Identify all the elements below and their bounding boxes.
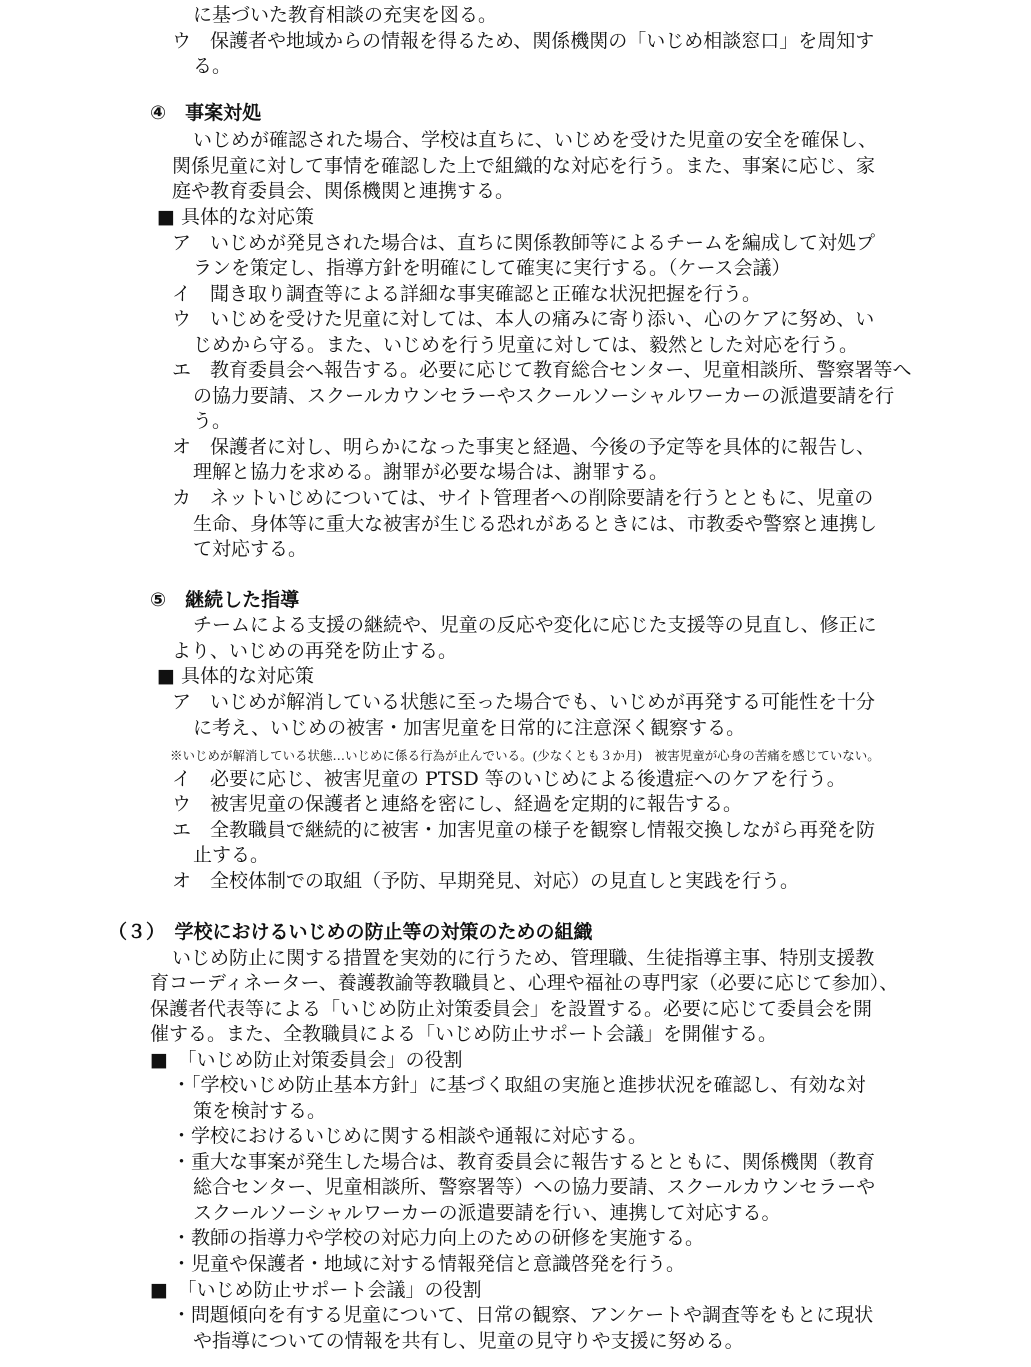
bullet-item: ・重大な事案が発生した場合は、教育委員会に報告するとともに、関係機関（教育 (172, 1151, 876, 1173)
paragraph-line: 催する。また、全教職員による「いじめ防止サポート会議」を開催する。 (150, 1023, 778, 1045)
list-item-k: カ ネットいじめについては、サイト管理者への削除要請を行うとともに、児童の (172, 487, 874, 509)
subheading-committee-role: ■ 「いじめ防止対策委員会」の役割 (150, 1049, 463, 1071)
bullet-item-cont: 策を検討する。 (193, 1100, 327, 1122)
section-3-heading: （３） 学校におけるいじめの防止等の対策のための組織 (108, 921, 593, 943)
subheading-measures: ■ 具体的な対応策 (157, 665, 314, 687)
list-item-e: エ 全教職員で継続的に被害・加害児童の様子を観察し情報交換しながら再発を防 (172, 819, 876, 841)
list-item-u-cont: じめから守る。また、いじめを行う児童に対しては、毅然とした対応を行う。 (193, 334, 859, 356)
list-item-a: ア いじめが発見された場合は、直ちに関係教師等によるチームを編成して対処プ (172, 232, 876, 254)
paragraph-line: いじめが確認された場合、学校は直ちに、いじめを受けた児童の安全を確保し、 (193, 129, 878, 151)
list-item-e-cont: う。 (193, 410, 232, 432)
list-item-k-cont: て対応する。 (193, 538, 308, 560)
list-item-o: オ 保護者に対し、明らかになった事実と経過、今後の予定等を具体的に報告し、 (172, 436, 876, 458)
list-item-a-cont: に考え、いじめの被害・加害児童を日常的に注意深く観察する。 (193, 717, 746, 739)
list-item-k-cont: 生命、身体等に重大な被害が生じる恐れがあるときには、市教委や警察と連携し (193, 513, 878, 535)
list-item-o: オ 全校体制での取組（予防、早期発見、対応）の見直しと実践を行う。 (172, 870, 800, 892)
list-item-i: イ 必要に応じ、被害児童の PTSD 等のいじめによる後遺症へのケアを行う。 (172, 768, 846, 790)
list-item-e-cont: の協力要請、スクールカウンセラーやスクールソーシャルワーカーの派遣要請を行 (193, 385, 895, 407)
paragraph-line: 育コーディネーター、養護教諭等教職員と、心理や福祉の専門家（必要に応じて参加）、 (150, 972, 899, 994)
bullet-item: ・教師の指導力や学校の対応力向上のための研修を実施する。 (172, 1227, 705, 1249)
list-item-u: ウ いじめを受けた児童に対しては、本人の痛みに寄り添い、心のケアに努め、い (172, 308, 875, 330)
bullet-item: ・学校におけるいじめに関する相談や通報に対応する。 (172, 1125, 648, 1147)
paragraph-line: チームによる支援の継続や、児童の反応や変化に応じた支援等の見直し、修正に (193, 614, 877, 636)
list-item-u: ウ 保護者や地域からの情報を得るため、関係機関の「いじめ相談窓口」を周知す (172, 30, 875, 52)
list-item-u-cont: る。 (193, 55, 232, 77)
bullet-item: ・児童や保護者・地域に対する情報発信と意識啓発を行う。 (172, 1253, 686, 1275)
bullet-item-cont: や指導についての情報を共有し、児童の見守りや支援に努める。 (193, 1330, 744, 1352)
bullet-item: ・「学校いじめ防止基本方針」に基づく取組の実施と進捗状況を確認し、有効な対 (172, 1074, 866, 1096)
bullet-item-cont: スクールソーシャルワーカーの派遣要請を行い、連携して対応する。 (193, 1202, 781, 1224)
section-4-heading: ④ 事案対処 (150, 102, 262, 124)
paragraph-line: 庭や教育委員会、関係機関と連携する。 (172, 180, 515, 202)
subheading-support-meeting-role: ■ 「いじめ防止サポート会議」の役割 (150, 1279, 482, 1301)
paragraph-line: に基づいた教育相談の充実を図る。 (193, 4, 498, 26)
paragraph-line: 関係児童に対して事情を確認した上で組織的な対応を行う。また、事案に応じ、家 (172, 155, 876, 177)
bullet-item-cont: 総合センター、児童相談所、警察署等）への協力要請、スクールカウンセラーや (193, 1176, 876, 1198)
paragraph-line: より、いじめの再発を防止する。 (172, 640, 458, 662)
list-item-i: イ 聞き取り調査等による詳細な事実確認と正確な状況把握を行う。 (172, 283, 762, 305)
bullet-item: ・問題傾向を有する児童について、日常の観察、アンケートや調査等をもとに現状 (172, 1304, 874, 1326)
paragraph-line: 保護者代表等による「いじめ防止対策委員会」を設置する。必要に応じて委員会を開 (150, 998, 873, 1020)
subheading-measures: ■ 具体的な対応策 (157, 206, 314, 228)
list-item-e: エ 教育委員会へ報告する。必要に応じて教育総合センター、児童相談所、警察署等へ (172, 359, 912, 381)
list-item-a-cont: ランを策定し、指導方針を明確にして確実に実行する。（ケース会議） (193, 257, 791, 279)
list-item-u: ウ 被害児童の保護者と連絡を密にし、経過を定期的に報告する。 (172, 793, 743, 815)
footnote: ※いじめが解消している状態…いじめに係る行為が止んでいる。(少なくとも３か月) 被害児童が心身の苦痛を感じていない。 (170, 748, 880, 763)
list-item-a: ア いじめが解消している状態に至った場合でも、いじめが再発する可能性を十分 (172, 691, 876, 713)
list-item-e-cont: 止する。 (193, 844, 270, 866)
list-item-o-cont: 理解と協力を求める。謝罪が必要な場合は、謝罪する。 (193, 461, 669, 483)
section-5-heading: ⑤ 継続した指導 (150, 589, 300, 611)
paragraph-line: いじめ防止に関する措置を実効的に行うため、管理職、生徒指導主事、特別支援教 (172, 947, 875, 969)
